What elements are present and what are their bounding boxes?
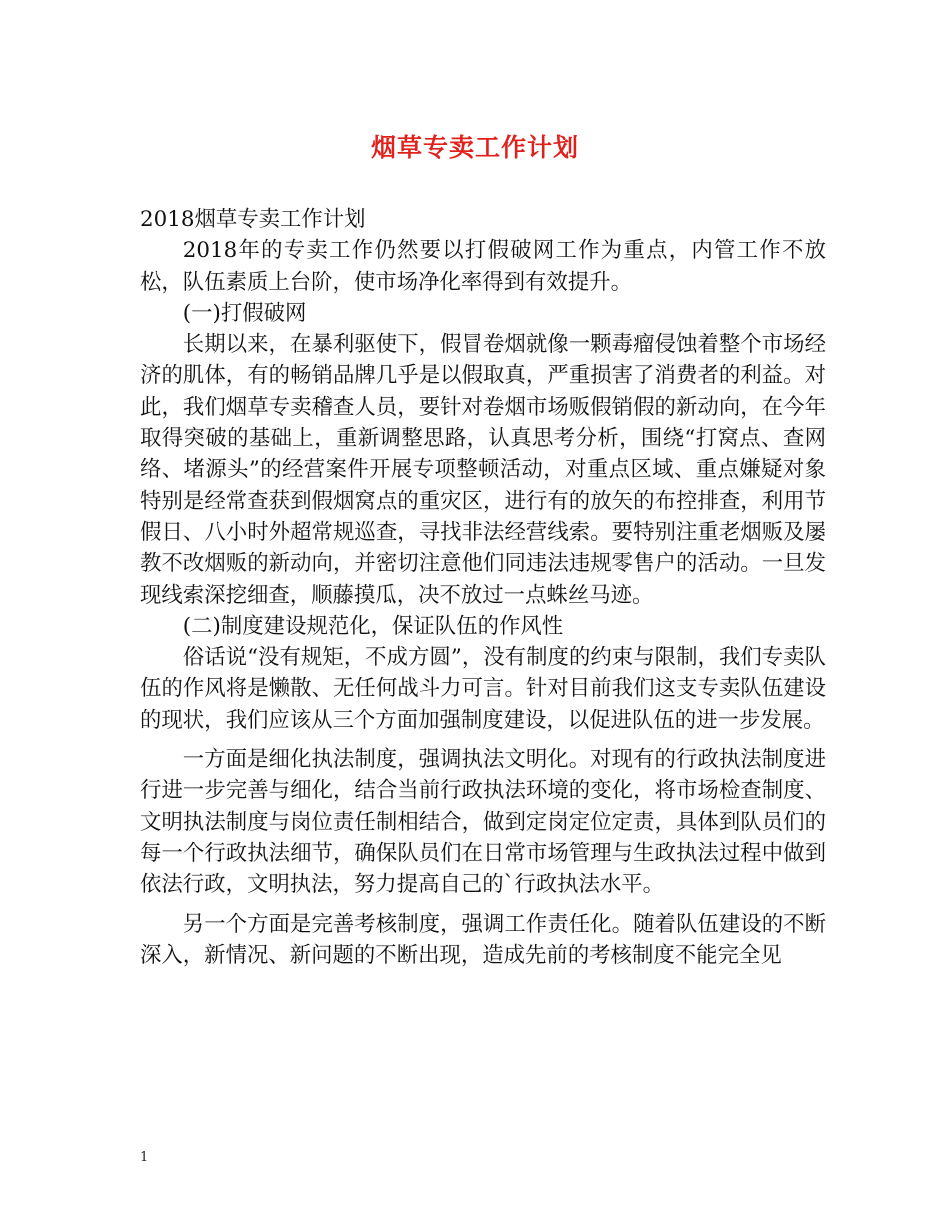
paragraph-anti-counterfeit: 长期以来，在暴利驱使下，假冒卷烟就像一颗毒瘤侵蚀着整个市场经济的肌体，有的畅销品牌几乎是以假取真，严重损害了消费者的利益。对此，我们烟草专卖稽查人员，要针对卷烟市场贩假销假的新动向，在今年取得突破的基础上，重新调整思路，认真思考分析，围绕“打窝点、查网络、堵源头”的经营案件开展专项整顿活动，对重点区域、重点嫌疑对象特别是经常查获到假烟窝点的重灾区，进行有的放矢的布控排查，利用节假日、八小时外超常规巡查，寻找非法经营线索。要特别注重老烟贩及屡教不改烟贩的新动向，并密切注意他们同违法违规零售户的活动。一旦发现线索深挖细查，顺藤摸瓜，决不放过一点蛛丝马迹。 (140, 332, 826, 608)
section-heading-2: (二)制度建设规范化，保证队伍的作风性 (182, 613, 564, 639)
document-body (140, 204, 826, 971)
page-number: 1 (140, 1150, 149, 1165)
paragraph-enforcement: 一方面是细化执法制度，强调执法文明化。对现有的行政执法制度进行进一步完善与细化，结合当前行政执法环境的变化，将市场检查制度、文明执法制度与岗位责任制相结合，做到定岗定位定责，具体到队员们的每一个行政执法细节，确保队员们在日常市场管理与生政执法过程中做到依法行政，文明执法，努力提高自己的`行政执法水平。 (140, 747, 826, 898)
paragraph-assessment: 另一个方面是完善考核制度，强调工作责任化。随着队伍建设的不断深入，新情况、新问题的不断出现，造成先前的考核制度不能完全见 (140, 911, 826, 968)
paragraph-rules: 俗话说“没有规矩，不成方圆”，没有制度的约束与限制，我们专卖队伍的作风将是懒散、无任何战斗力可言。针对目前我们这支专卖队伍建设的现状，我们应该从三个方面加强制度建设，以促进队伍的进一步发展。 (140, 645, 826, 733)
document-title: 烟草专卖工作计划 (370, 133, 579, 162)
paragraph-intro: 2018年的专卖工作仍然要以打假破网工作为重点，内管工作不放松，队伍素质上台阶，使市场净化率得到有效提升。 (140, 238, 826, 295)
document-subtitle: 2018烟草专卖工作计划 (140, 207, 366, 232)
section-heading-1: (一)打假破网 (182, 300, 307, 326)
